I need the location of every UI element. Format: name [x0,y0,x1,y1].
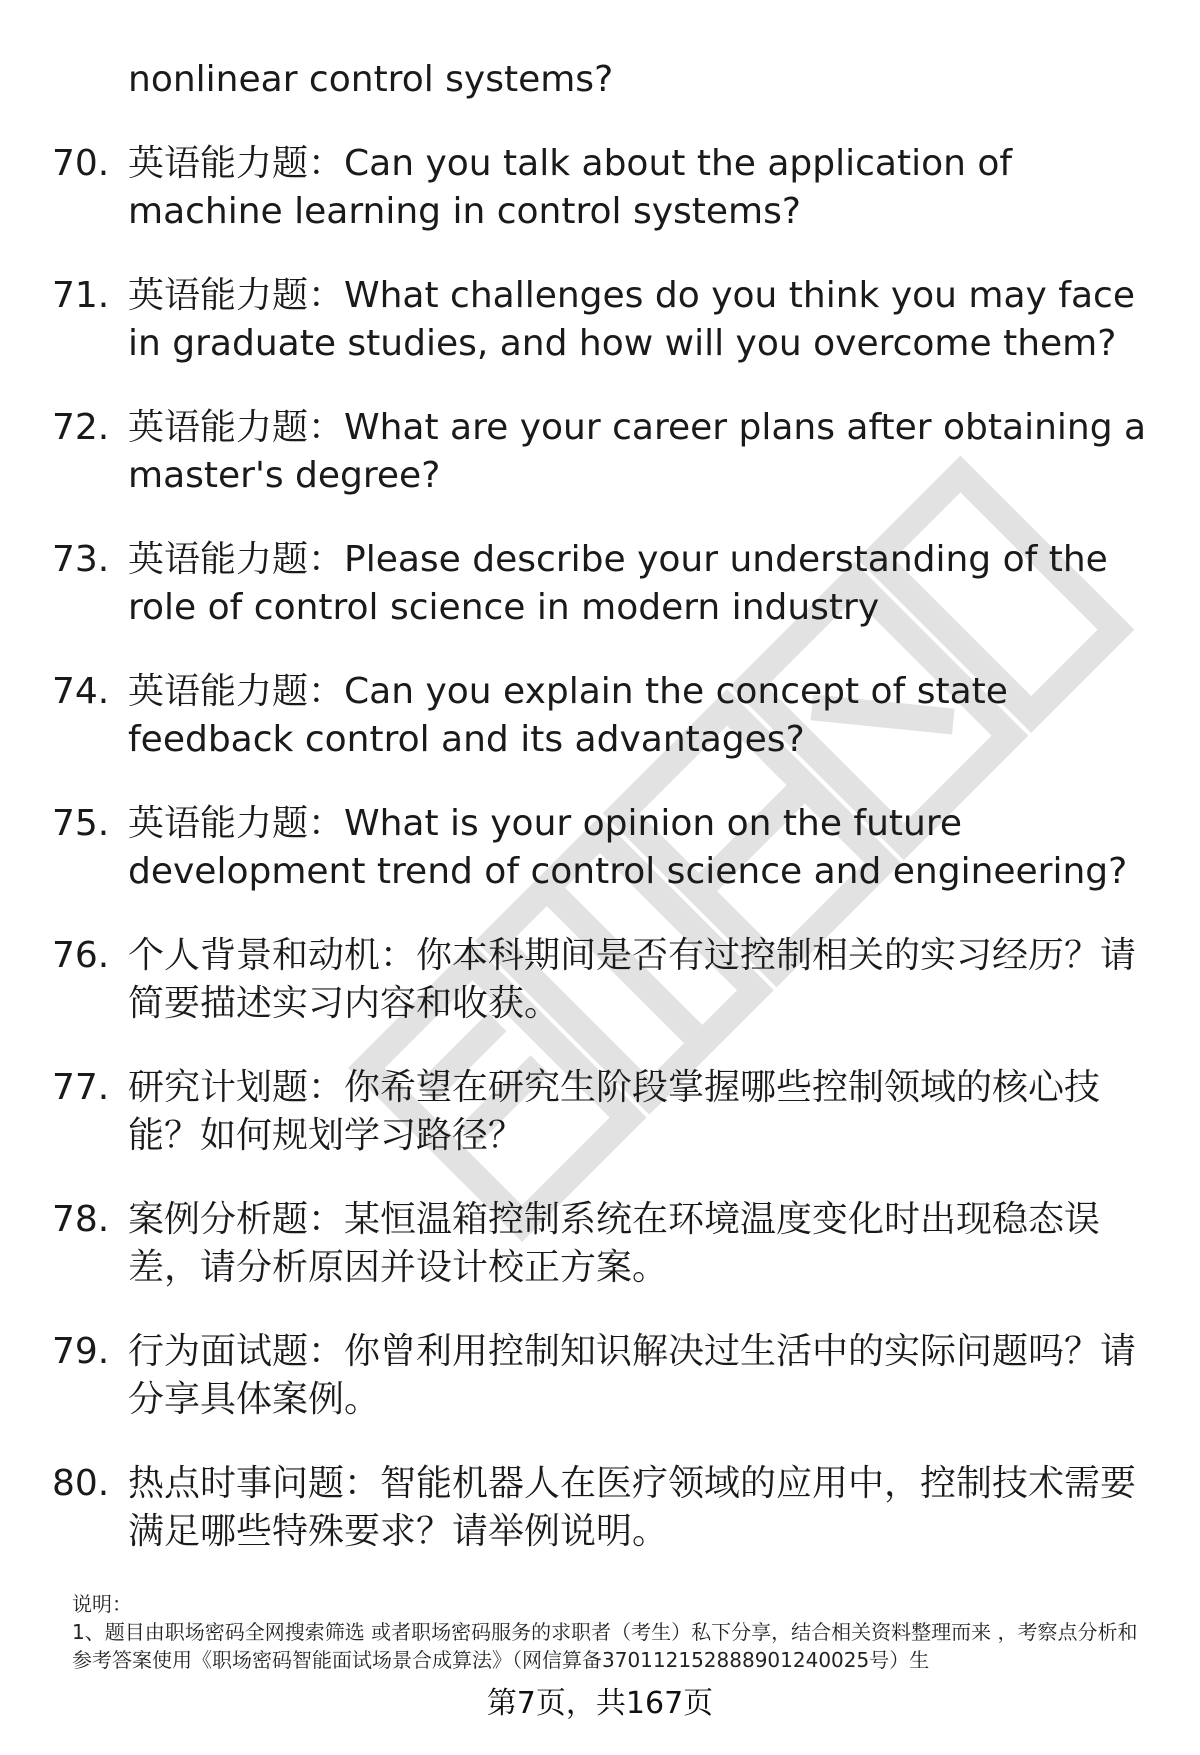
question-text: 案例分析题：某恒温箱控制系统在环境温度变化时出现稳态误差，请分析原因并设计校正方案。 [128,1199,1101,1288]
list-item [52,1460,1152,1556]
question-number: 74. [52,671,110,712]
list-item [52,1328,1152,1424]
footer-heading: 说明： [72,1592,132,1616]
list-item [52,272,1152,368]
footer-note [72,1590,1152,1674]
question-number: 77. [52,1067,110,1108]
question-text: 英语能力题：What is your opinion on the future development trend of control science and engineering? [128,803,1128,892]
question-list [52,56,1152,1592]
question-number: 73. [52,539,110,580]
list-item [52,1196,1152,1292]
question-number: 76. [52,935,110,976]
question-text: 个人背景和动机：你本科期间是否有过控制相关的实习经历？请简要描述实习内容和收获。 [128,935,1137,1024]
question-number: 75. [52,803,110,844]
footer-note-text: 1、题目由职场密码全网搜索筛选 或者职场密码服务的求职者（考生）私下分享，结合相关资料整理而来 ，考察点分析和参考答案使用《职场密码智能面试场景合成算法》（网信算备370112152888901240025号）生 [72,1620,1138,1672]
question-text: 英语能力题：What challenges do you think you may face in graduate studies, and how will you overcome them? [128,275,1135,364]
list-item [52,668,1152,764]
question-number: 78. [52,1199,110,1240]
question-text: 英语能力题：Please describe your understanding of the role of control science in modern industry [128,539,1108,628]
continuation-text: nonlinear control systems? [128,59,614,100]
question-text: 行为面试题：你曾利用控制知识解决过生活中的实际问题吗？请分享具体案例。 [128,1331,1137,1420]
question-text: 英语能力题：Can you explain the concept of state feedback control and its advantages? [128,671,1008,760]
question-text: 研究计划题：你希望在研究生阶段掌握哪些控制领域的核心技能？如何规划学习路径？ [128,1067,1101,1156]
question-text: 英语能力题：What are your career plans after obtaining a master's degree? [128,407,1147,496]
list-item [52,800,1152,896]
list-item [52,1064,1152,1160]
list-item [52,404,1152,500]
question-text: 热点时事问题：智能机器人在医疗领域的应用中，控制技术需要满足哪些特殊要求？请举例说明。 [128,1463,1137,1552]
list-item [52,140,1152,236]
question-number: 72. [52,407,110,448]
list-item [52,536,1152,632]
question-number: 80. [52,1463,110,1504]
question-number: 70. [52,143,110,184]
page-indicator: 第7页，共167页 [486,1686,714,1721]
question-number: 79. [52,1331,110,1372]
question-number: 71. [52,275,110,316]
question-text: 英语能力题：Can you talk about the application of machine learning in control systems? [128,143,1013,232]
list-item [52,932,1152,1028]
